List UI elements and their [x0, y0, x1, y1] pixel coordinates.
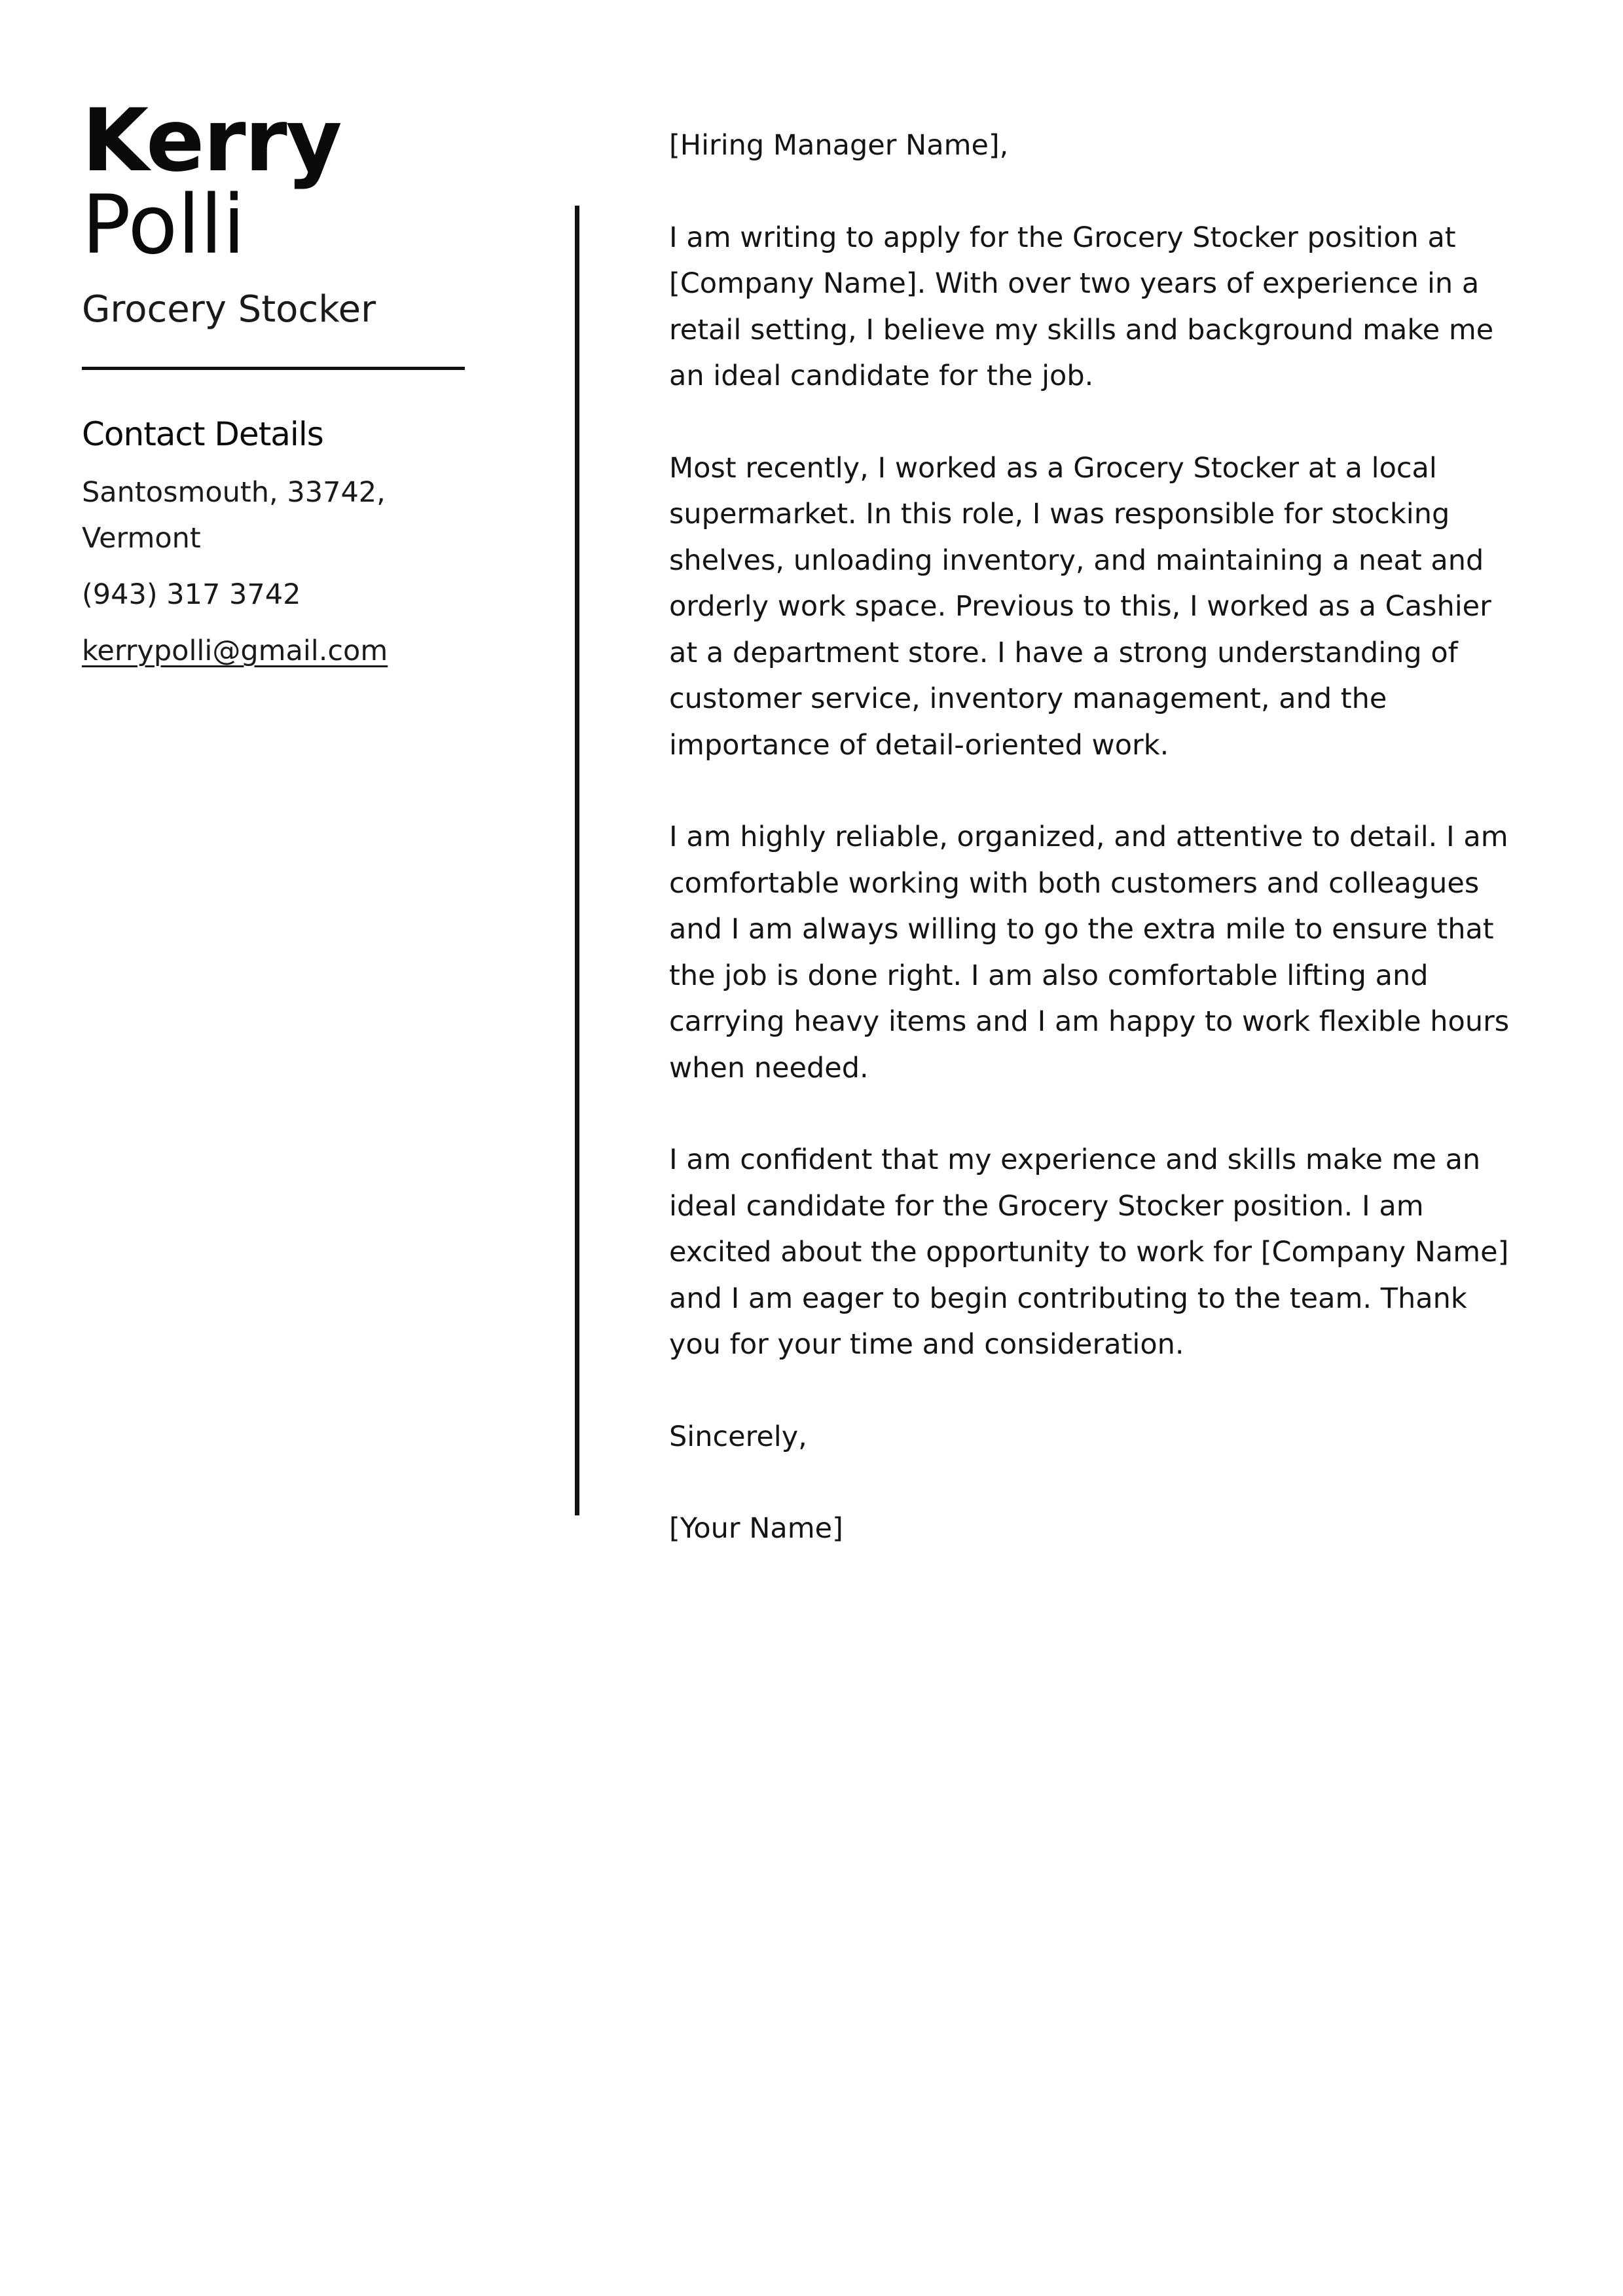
letter-paragraph: Most recently, I worked as a Grocery Stocker at a local supermarket. In this role, I was responsible for stocking shelves, unloading inventory, and maintaining a neat and orderly work space. Previous to this, I worked as a Cashier at a department store. I have a strong understanding of customer service, inventory management, and the importance of detail-oriented work.: [669, 451, 1491, 762]
letter-paragraph: I am highly reliable, organized, and attentive to detail. I am comfortable working with both customers and colleagues and I am always willing to go the extra mile to ensure that the job is done right. I am also comfortable lifting and carrying heavy items and I am happy to work flexible hours when needed.: [669, 821, 1510, 1084]
contact-email-link[interactable]: kerrypolli@gmail.com: [82, 635, 388, 667]
contact-phone: (943) 317 3742: [82, 578, 301, 611]
column-divider: [575, 206, 579, 1515]
salutation: [Hiring Manager Name],: [669, 129, 1009, 162]
letter-paragraph: I am confident that my experience and skills make me an ideal candidate for the Grocery Stocker position. I am excited about the opportunity to work for [Company Name] and I am eager to begin contributing to the team. Thank you for your time and consideration.: [669, 1143, 1509, 1361]
sidebar-divider: [82, 367, 465, 370]
contact-heading: Contact Details: [82, 415, 323, 453]
sidebar: [82, 90, 468, 674]
signature: [Your Name]: [669, 1512, 843, 1545]
first-name: Kerry: [82, 90, 341, 191]
job-title: Grocery Stocker: [82, 288, 376, 331]
closing: Sincerely,: [669, 1420, 807, 1453]
contact-address: Santosmouth, 33742, Vermont: [82, 476, 386, 555]
last-name: Polli: [82, 178, 246, 272]
letter-body: [669, 122, 1520, 1598]
letter-paragraph: I am writing to apply for the Grocery Stocker position at [Company Name]. With over two years of experience in a retail setting, I believe my skills and background make me an ideal candidate for the job.: [669, 221, 1494, 392]
